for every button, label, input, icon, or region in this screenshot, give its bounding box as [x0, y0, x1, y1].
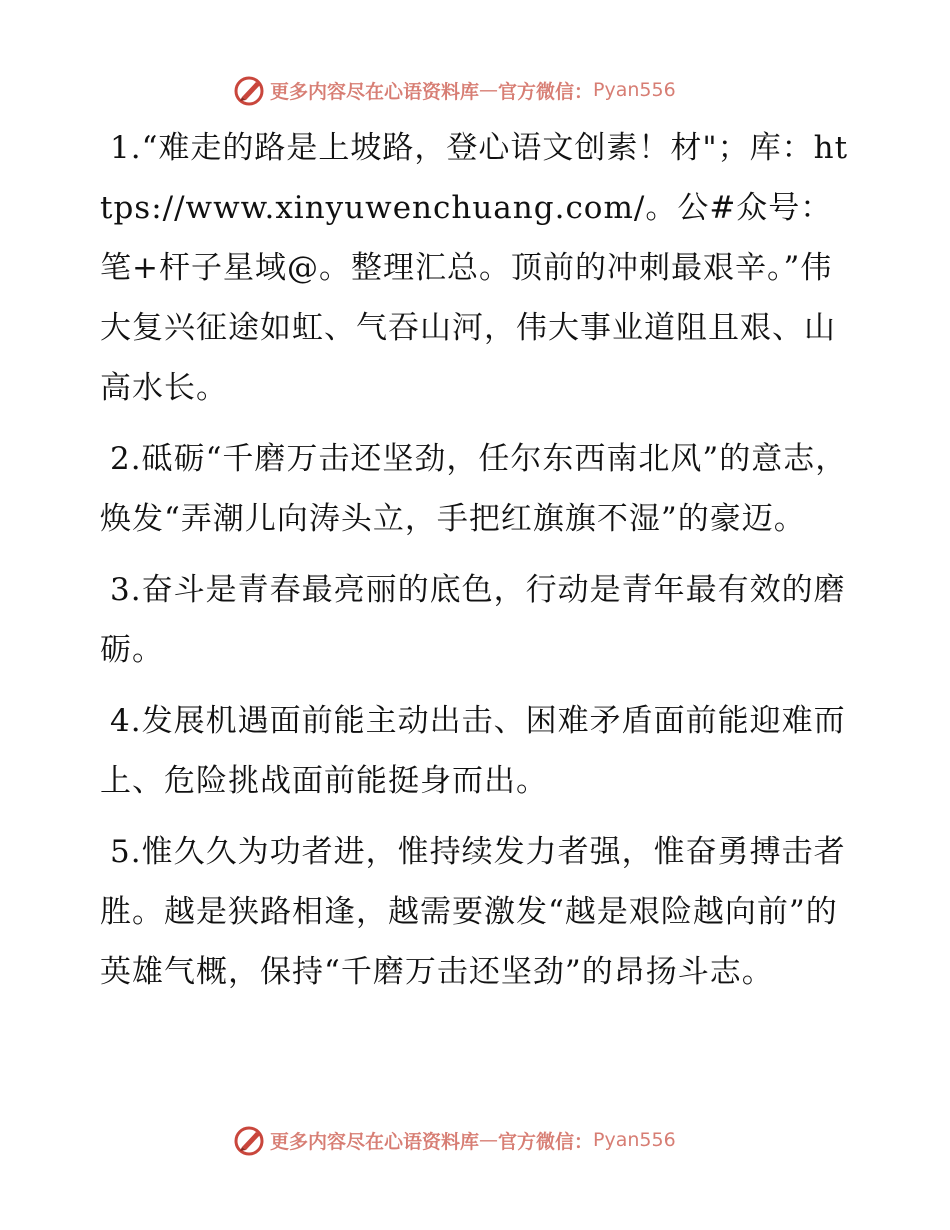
banner-separator: —	[479, 79, 499, 101]
paragraph-2: 2.砥砺“千磨万击还坚劲，任尔东西南北风”的意志，焕发“弄潮儿向涛头立，手把红旗旗不湿”的豪迈。	[100, 441, 848, 537]
footer-banner	[0, 1120, 950, 1160]
banner-separator: —	[479, 1129, 499, 1151]
paragraph-4: 4.发展机遇面前能主动出击、困难矛盾面前能迎难而上、危险挑战面前能挺身而出。	[100, 703, 846, 799]
header-banner	[0, 70, 950, 110]
banner-wechat-handle: Pyan556	[593, 79, 676, 101]
banner-wechat-label: 官方微信：	[498, 80, 594, 103]
banner-wechat-handle: Pyan556	[593, 1129, 676, 1151]
paragraph-5: 5.惟久久为功者进，惟持续发力者强，惟奋勇搏击者胜。越是狭路相逢，越需要激发“越是艰险越向前”的英雄气概，保持“千磨万击还坚劲”的昂扬斗志。	[100, 834, 846, 990]
paragraph-1: 1.“难走的路是上坡路，登心语文创素！材"；库：https://www.xinyuwenchuang.com/。公#众号：笔+杆子星域@。整理汇总。顶前的冲刺最艰辛。”伟大复兴征途如虹、气吞山河，伟大事业道阻且艰、山高水长。	[100, 130, 849, 406]
banner-title: 更多内容尽在心语资料库	[270, 1130, 480, 1153]
pen-nib-logo-icon	[232, 73, 266, 107]
document-body	[100, 118, 860, 1013]
banner-title: 更多内容尽在心语资料库	[270, 80, 480, 103]
paragraph-3: 3.奋斗是青春最亮丽的底色，行动是青年最有效的磨砺。	[100, 572, 846, 668]
pen-nib-logo-icon	[232, 1123, 266, 1157]
banner-wechat-label: 官方微信：	[498, 1130, 594, 1153]
